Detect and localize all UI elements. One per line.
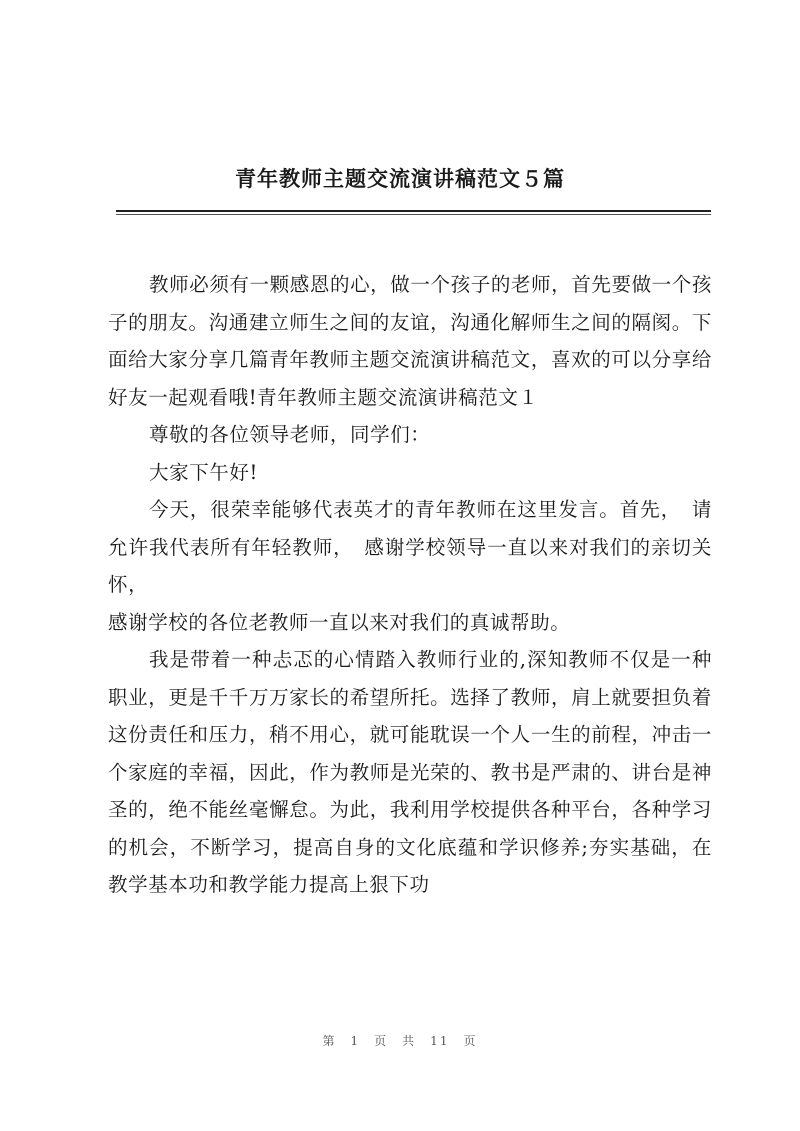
title-divider <box>116 210 711 212</box>
paragraph-body: 我是带着一种忐忑的心情踏入教师行业的,深知教师不仅是一种职业，更是千千万万家长的希望所托。选择了教师，肩上就要担负着这份责任和压力，稍不用心，就可能耽误一个人一生的前程，冲击一个家庭的幸福，因此，作为教师是光荣的、教书是严肃的、讲台是神圣的，绝不能丝毫懈怠。为此，我利用学校提供各种平台，各种学习的机会，不断学习，提高自身的文化底蕴和学识修养;夯实基础，在教学基本功和教学能力提高上狠下功 <box>108 648 712 896</box>
paragraph-intro: 教师必须有一颗感恩的心，做一个孩子的老师，首先要做一个孩子的朋友。沟通建立师生之间的友谊，沟通化解师生之间的隔阂。下面给大家分享几篇青年教师主题交流演讲稿范文，喜欢的可以分享给好友一起观看哦!青年教师主题交流演讲稿范文１ <box>108 273 712 409</box>
page-number-footer: 第 1 页 共 11 页 <box>322 1034 478 1048</box>
page-title: 青年教师主题交流演讲稿范文５篇 <box>235 166 565 191</box>
title-divider-thin <box>116 214 711 215</box>
paragraph-thanks-teachers: 感谢学校的各位老教师一直以来对我们的真诚帮助。 <box>108 610 571 634</box>
paragraph-salutation: 尊敬的各位领导老师，同学们： <box>149 423 431 446</box>
paragraph-thanks-leaders: 今天，很荣幸能够代表英才的青年教师在这里发言。首先， 请允许我代表所有年轻教师， 感谢学校领导一直以来对我们的亲切关怀， <box>108 498 712 596</box>
paragraph-greeting: 大家下午好! <box>149 460 258 484</box>
document-body <box>108 266 712 904</box>
